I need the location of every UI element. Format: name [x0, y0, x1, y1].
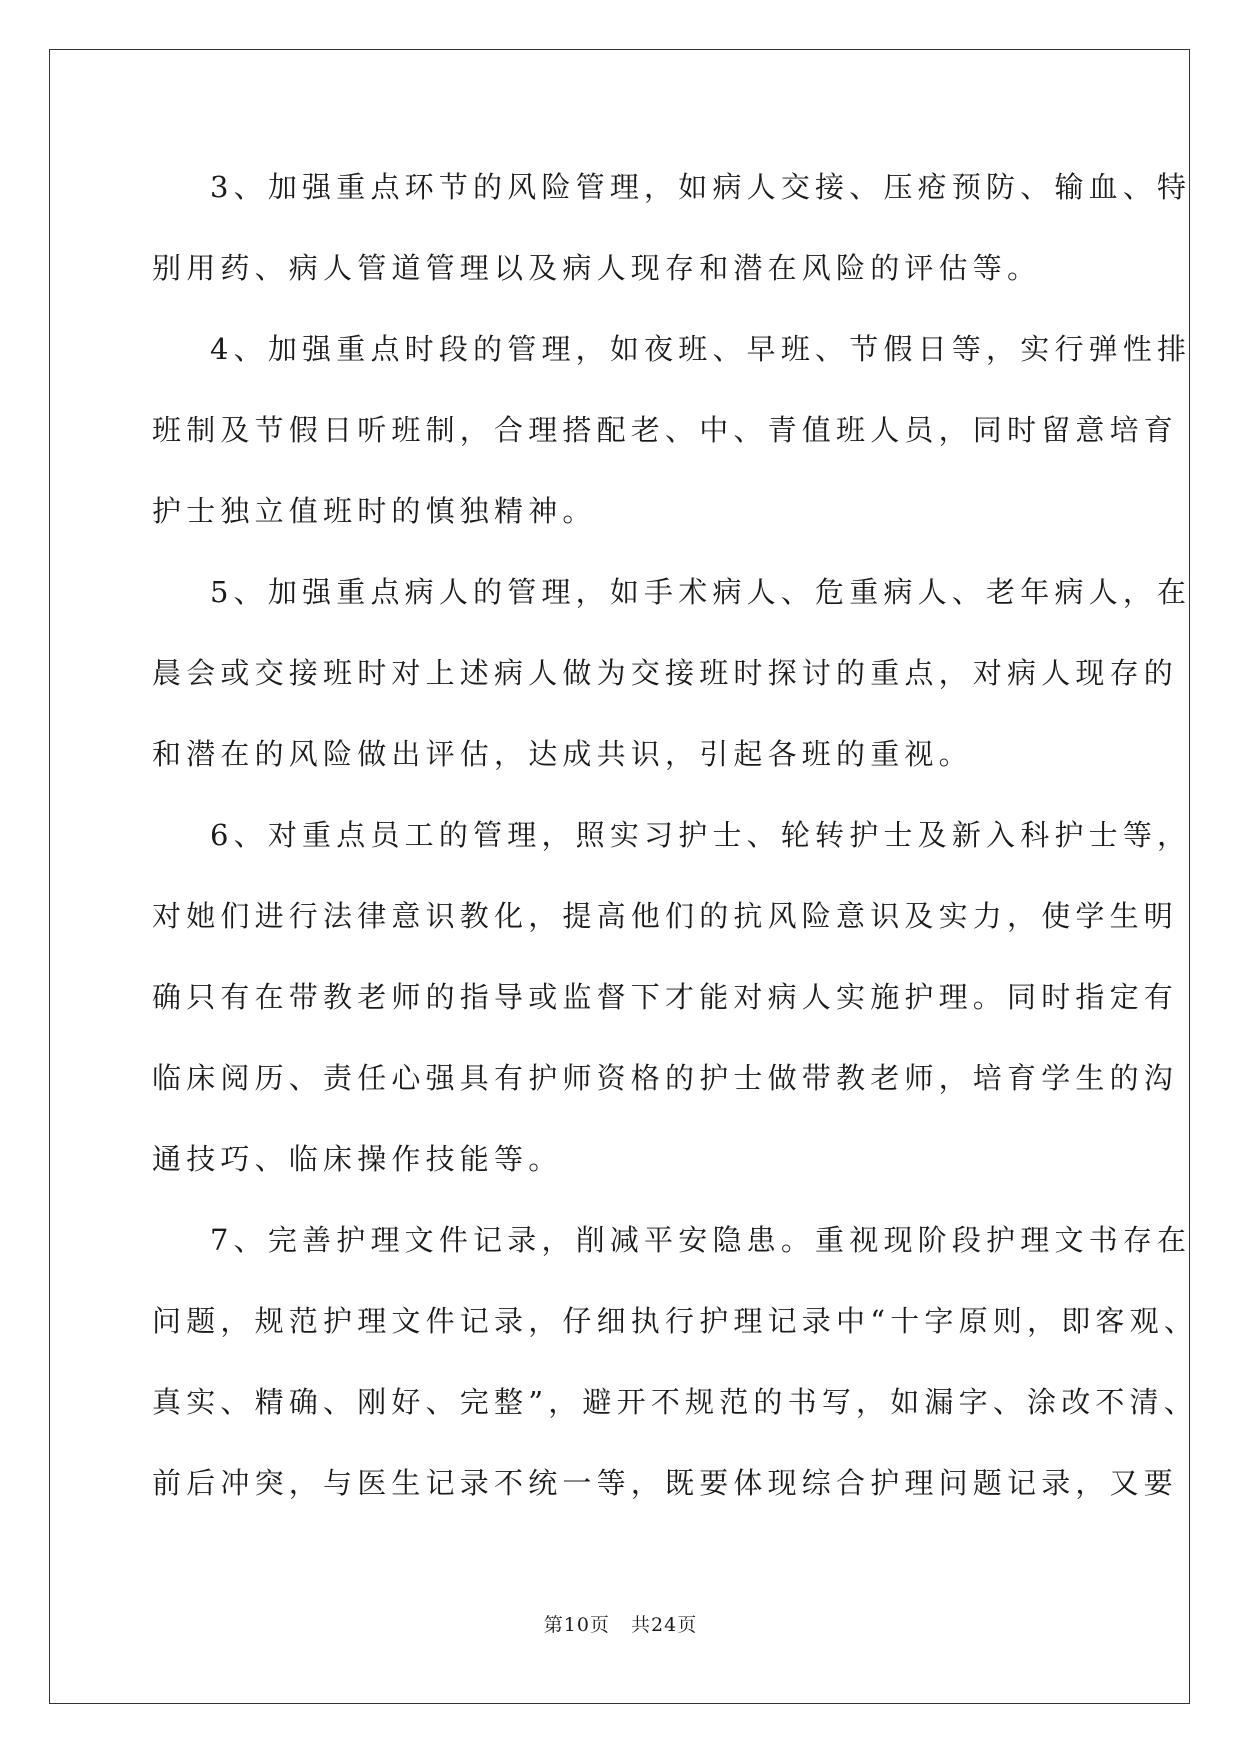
text-line: 前后冲突，与医生记录不统一等，既要体现综合护理问题记录，又要 [152, 1466, 1179, 1500]
paragraph-item-5 [152, 565, 1192, 808]
text-line: 对她们进行法律意识教化，提高他们的抗风险意识及实力，使学生明 [152, 899, 1179, 933]
text-line: 别用药、病人管道管理以及病人现存和潜在风险的评估等。 [152, 251, 1042, 285]
text-line: 5、加强重点病人的管理，如手术病人、危重病人、老年病人，在 [210, 575, 1192, 609]
text-line: 确只有在带教老师的指导或监督下才能对病人实施护理。同时指定有 [152, 980, 1179, 1014]
text-line: 通技巧、临床操作技能等。 [152, 1142, 563, 1176]
document-body [152, 160, 1199, 1537]
text-line: 护士独立值班时的慎独精神。 [152, 494, 597, 528]
text-line: 临床阅历、责任心强具有护师资格的护士做带教老师，培育学生的沟 [152, 1061, 1179, 1095]
text-line: 班制及节假日听班制，合理搭配老、中、青值班人员，同时留意培育 [152, 413, 1179, 447]
text-line: 7、完善护理文件记录，削减平安隐患。重视现阶段护理文书存在 [210, 1223, 1192, 1257]
text-line: 和潜在的风险做出评估，达成共识，引起各班的重视。 [152, 737, 973, 771]
text-line: 4、加强重点时段的管理，如夜班、早班、节假日等，实行弹性排 [210, 332, 1192, 366]
text-line: 真实、精确、刚好、完整”，避开不规范的书写，如漏字、涂改不清、 [152, 1385, 1199, 1419]
text-line: 问题，规范护理文件记录，仔细执行护理记录中“十字原则，即客观、 [152, 1304, 1199, 1338]
paragraph-item-3 [152, 160, 1192, 322]
paragraph-item-7 [152, 1213, 1199, 1537]
text-line: 6、对重点员工的管理，照实习护士、轮转护士及新入科护士等， [210, 818, 1192, 852]
page-number-footer: 第10页 共24页 [543, 1614, 698, 1636]
text-line: 晨会或交接班时对上述病人做为交接班时探讨的重点，对病人现存的 [152, 656, 1179, 690]
text-line: 3、加强重点环节的风险管理，如病人交接、压疮预防、输血、特 [210, 170, 1192, 204]
paragraph-item-6 [152, 808, 1192, 1213]
paragraph-item-4 [152, 322, 1192, 565]
